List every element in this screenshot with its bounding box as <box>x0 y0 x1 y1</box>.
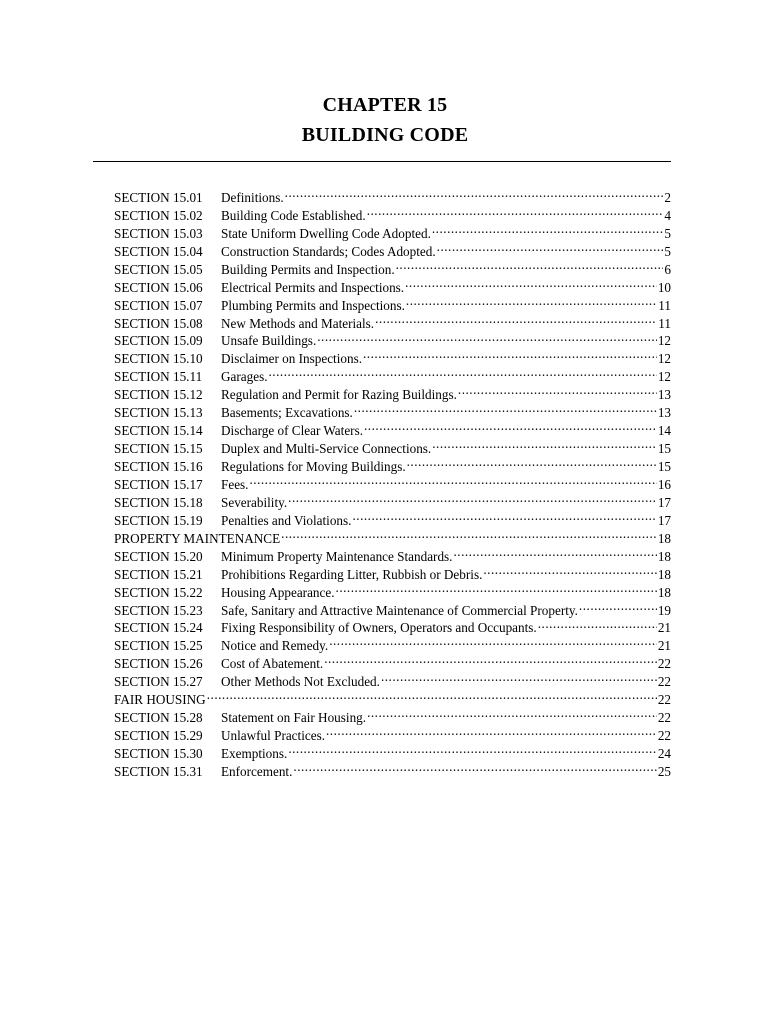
toc-section-title: Regulations for Moving Buildings. <box>221 459 406 474</box>
toc-section-number: SECTION 15.15 <box>114 441 203 457</box>
toc-page-number: 18 <box>657 548 671 564</box>
toc-section-title: Electrical Permits and Inspections. <box>221 279 405 295</box>
toc-dot-leader <box>293 758 656 776</box>
toc-dot-leader <box>364 417 657 435</box>
toc-section-title: Exemptions. <box>221 746 288 761</box>
toc-section-number: FAIR HOUSING <box>114 692 206 708</box>
toc-section-number: SECTION 15.30 <box>114 746 203 761</box>
toc-dot-leader <box>381 668 657 686</box>
toc-page-number: 19 <box>657 602 671 618</box>
toc-dot-leader <box>458 381 657 399</box>
toc-section-number: SECTION 15.09 <box>114 333 203 349</box>
toc-page-number: 21 <box>657 620 671 636</box>
toc-page-number: 10 <box>657 279 671 295</box>
toc-section-title: Housing Appearance. <box>221 584 335 600</box>
toc-dot-leader <box>367 202 664 220</box>
toc-dot-leader <box>437 238 664 256</box>
toc-page-number: 17 <box>657 512 671 528</box>
toc-dot-leader <box>336 579 657 597</box>
toc-section-number: SECTION 15.25 <box>114 638 203 654</box>
toc-page-number: 14 <box>657 423 671 439</box>
toc-dot-leader <box>326 722 657 740</box>
toc-section-title: Fixing Responsibility of Owners, Operators and Occupants. <box>221 620 537 636</box>
toc-section-title: Other Methods Not Excluded. <box>221 674 380 690</box>
toc-page-number: 6 <box>664 261 671 277</box>
toc-section-title: Severability. <box>221 494 288 510</box>
toc-page-number: 18 <box>657 530 671 546</box>
chapter-number: CHAPTER 15 <box>322 94 448 116</box>
toc-page-number: 17 <box>657 494 671 510</box>
toc-section-number: SECTION 15.27 <box>114 674 203 690</box>
toc-section-number: SECTION 15.29 <box>114 728 203 744</box>
toc-dot-leader <box>405 274 657 292</box>
toc-dot-leader <box>317 328 657 346</box>
toc-page-number: 18 <box>657 584 671 600</box>
toc-section-number: SECTION 15.04 <box>114 243 203 259</box>
toc-dot-leader <box>288 740 657 758</box>
toc-dot-leader <box>249 471 656 489</box>
toc-section-title: Safe, Sanitary and Attractive Maintenance of Commercial Property. <box>221 602 578 618</box>
toc-page-number: 13 <box>657 405 671 421</box>
toc-page-number: 12 <box>657 333 671 349</box>
toc-page-number: 13 <box>657 387 671 403</box>
toc-section-title: Plumbing Permits and Inspections. <box>221 297 405 313</box>
toc-section-number: SECTION 15.11 <box>114 369 203 385</box>
toc-page-number: 22 <box>657 710 671 726</box>
toc-section-number: SECTION 15.20 <box>114 548 203 564</box>
toc-section-number: SECTION 15.17 <box>114 476 203 492</box>
toc-section-title: Construction Standards; Codes Adopted. <box>221 243 436 259</box>
toc-page-number: 25 <box>657 763 671 779</box>
toc-section-number: SECTION 15.03 <box>114 225 203 241</box>
toc-section-number: SECTION 15.21 <box>114 566 203 582</box>
toc-section-number: SECTION 15.08 <box>114 315 203 331</box>
toc-section-number: SECTION 15.12 <box>114 387 203 403</box>
chapter-title: BUILDING CODE <box>301 124 469 146</box>
toc-section-title: Cost of Abatement. <box>221 656 324 672</box>
toc-section-number: SECTION 15.06 <box>114 279 203 295</box>
toc-page-number: 12 <box>657 351 671 367</box>
toc-page-number: 11 <box>658 315 671 331</box>
toc-section-number: SECTION 15.01 <box>114 189 203 205</box>
toc-page-number: 16 <box>657 476 671 492</box>
toc-section-title: New Methods and Materials. <box>221 315 375 331</box>
toc-section-title: Discharge of Clear Waters. <box>221 423 363 439</box>
toc-section-number: SECTION 15.31 <box>114 763 203 779</box>
toc-dot-leader <box>396 256 664 274</box>
toc-page-number: 22 <box>657 656 671 672</box>
toc-dot-leader <box>354 399 657 417</box>
toc-section-number: SECTION 15.22 <box>114 584 203 600</box>
toc-dot-leader <box>288 489 657 507</box>
toc-dot-leader <box>269 363 657 381</box>
toc-section-number: SECTION 15.16 <box>114 459 203 474</box>
toc-section-number: PROPERTY MAINTENANCE <box>114 530 281 546</box>
toc-section-title: Disclaimer on Inspections. <box>221 351 362 367</box>
toc-section-number: SECTION 15.28 <box>114 710 203 726</box>
toc-dot-leader <box>352 507 656 525</box>
toc-page-number: 21 <box>657 638 671 654</box>
toc-page-number: 22 <box>657 692 671 708</box>
toc-section-number: SECTION 15.19 <box>114 512 203 528</box>
toc-section-title: Fees. <box>221 476 249 492</box>
toc-section-title: Building Permits and Inspection. <box>221 261 395 277</box>
chapter-header <box>0 90 770 150</box>
toc-dot-leader <box>324 650 657 668</box>
toc-dot-leader <box>538 615 657 633</box>
toc-section-title: Penalties and Violations. <box>221 512 352 528</box>
toc-dot-leader <box>285 184 664 202</box>
toc-dot-leader <box>367 704 657 722</box>
toc-page-number: 5 <box>664 225 671 241</box>
toc-page-number: 12 <box>657 369 671 385</box>
toc-dot-leader <box>432 220 664 238</box>
toc-page-number: 5 <box>664 243 671 259</box>
toc-section-number: SECTION 15.14 <box>114 423 203 439</box>
toc-section-title: Notice and Remedy. <box>221 638 329 654</box>
toc-section-title: Unlawful Practices. <box>221 728 325 744</box>
toc-section-number: SECTION 15.07 <box>114 297 203 313</box>
toc-section-title: Definitions. <box>221 189 284 205</box>
toc-section-title: Garages. <box>221 369 268 385</box>
toc-section-number: SECTION 15.10 <box>114 351 203 367</box>
toc-dot-leader <box>406 292 657 310</box>
toc-dot-leader <box>453 543 656 561</box>
toc-dot-leader <box>207 686 657 704</box>
toc-section-title: Statement on Fair Housing. <box>221 710 367 726</box>
toc-section-number: SECTION 15.13 <box>114 405 203 421</box>
toc-page-number: 22 <box>657 674 671 690</box>
toc-section-title: Minimum Property Maintenance Standards. <box>221 548 453 564</box>
toc-page-number: 11 <box>658 297 671 313</box>
toc-page-number: 22 <box>657 728 671 744</box>
toc-page-number: 24 <box>657 746 671 761</box>
toc-section-number: SECTION 15.02 <box>114 207 203 223</box>
toc-dot-leader <box>432 435 657 453</box>
toc-page-number: 18 <box>657 566 671 582</box>
toc-page-number: 2 <box>664 189 671 205</box>
table-of-contents <box>114 184 671 779</box>
toc-dot-leader <box>363 345 657 363</box>
toc-section-title: Building Code Established. <box>221 207 366 223</box>
toc-dot-leader <box>579 597 657 615</box>
toc-page-number: 15 <box>657 441 671 457</box>
toc-section-title: Duplex and Multi-Service Connections. <box>221 441 432 457</box>
toc-section-number: SECTION 15.24 <box>114 620 203 636</box>
toc-section-number: SECTION 15.18 <box>114 494 203 510</box>
toc-section-number: SECTION 15.23 <box>114 602 203 618</box>
toc-section-title: Prohibitions Regarding Litter, Rubbish or Debris. <box>221 566 483 582</box>
toc-dot-leader <box>281 525 657 543</box>
toc-page-number: 15 <box>657 459 671 474</box>
toc-dot-leader <box>329 632 657 650</box>
toc-entry <box>114 184 671 205</box>
toc-page-number: 4 <box>664 207 671 223</box>
toc-dot-leader <box>375 310 657 328</box>
toc-section-title: Regulation and Permit for Razing Buildings. <box>221 387 457 403</box>
toc-section-title: State Uniform Dwelling Code Adopted. <box>221 225 431 241</box>
toc-dot-leader <box>483 561 656 579</box>
toc-section-number: SECTION 15.26 <box>114 656 203 672</box>
toc-section-title: Enforcement. <box>221 763 293 779</box>
toc-section-number: SECTION 15.05 <box>114 261 203 277</box>
toc-section-title: Unsafe Buildings. <box>221 333 317 349</box>
toc-section-title: Basements; Excavations. <box>221 405 353 421</box>
toc-dot-leader <box>407 453 657 471</box>
header-rule <box>93 161 671 162</box>
